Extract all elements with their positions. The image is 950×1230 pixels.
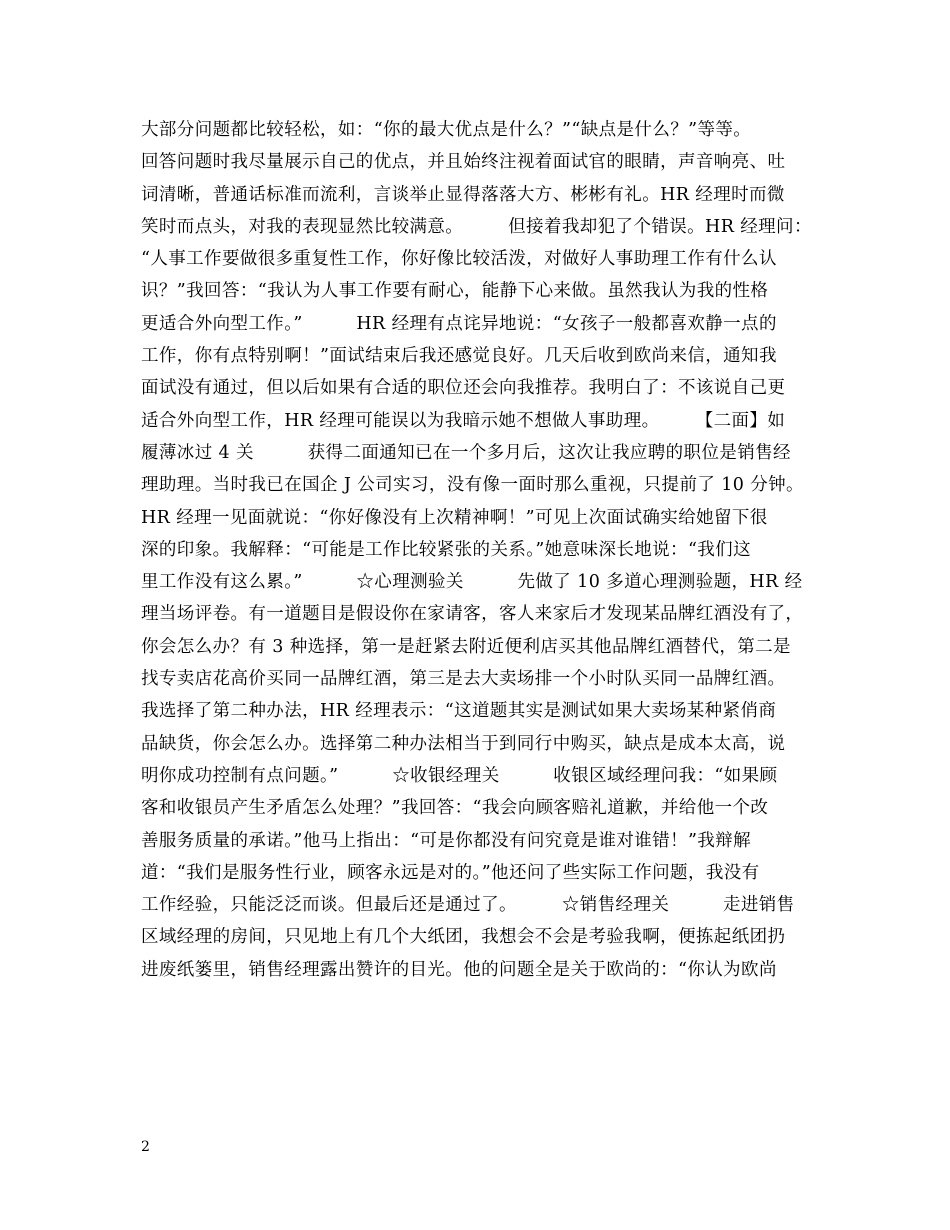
text-line: 理助理。当时我已在国企 J 公司实习，没有像一面时那么重视，只提前了 10 分钟。 [141, 475, 804, 496]
text-line: 找专卖店花高价买同一品牌红酒，第三是去大卖场排一个小时队买同一品牌红酒。 [141, 669, 786, 690]
page-number: 2 [141, 1139, 150, 1155]
text-line: 进废纸篓里，销售经理露出赞许的目光。他的问题全是关于欧尚的：“你认为欧尚 [141, 959, 777, 980]
text-line: 面试没有通过，但以后如果有合适的职位还会向我推荐。我明白了：不该说自己更 [141, 378, 786, 399]
text-line: 品缺货，你会怎么办。选择第二种办法相当于到同行中购买，缺点是成本太高，说 [141, 733, 786, 754]
text-line: 回答问题时我尽量展示自己的优点，并且始终注视着面试官的眼睛，声音响亮、吐 [141, 152, 786, 173]
text-line: 我选择了第二种办法，HR 经理表示：“这道题其实是测试如果大卖场某种紧俏商 [141, 701, 777, 722]
text-line: 大部分问题都比较轻松，如：“你的最大优点是什么？”“缺点是什么？”等等。 [141, 120, 752, 140]
text-line: 客和收银员产生矛盾怎么处理？”我回答：“我会向顾客赔礼道歉，并给他一个改 [141, 798, 769, 819]
text-line: 适合外向型工作，HR 经理可能误以为我暗示她不想做人事助理。 【二面】如 [141, 410, 786, 431]
text-line: 你会怎么办？有 3 种选择，第一是赶紧去附近便利店买其他品牌红酒替代，第二是 [141, 636, 791, 657]
text-line: 道：“我们是服务性行业，顾客永远是对的。”他还问了些实际工作问题，我没有 [141, 862, 760, 883]
text-line: HR 经理一见面就说：“你好像没有上次精神啊！”可见上次面试确实给她留下很 [141, 507, 768, 528]
text-line: 区域经理的房间，只见地上有几个大纸团，我想会不会是考验我啊，便拣起纸团扔 [141, 927, 786, 948]
text-line: 工作，你有点特别啊！”面试结束后我还感觉良好。几天后收到欧尚来信，通知我 [141, 346, 777, 367]
text-line: 明你成功控制有点问题。” ☆收银经理关 收银区域经理问我：“如果顾 [141, 765, 778, 786]
body-text [141, 114, 831, 986]
text-line: 更适合外向型工作。” HR 经理有点诧异地说：“女孩子一般都喜欢静一点的 [141, 313, 777, 334]
text-line: 深的印象。我解释：“可能是工作比较紧张的关系。”她意味深长地说：“我们这 [141, 539, 751, 560]
text-line: 善服务质量的承诺。”他马上指出：“可是你都没有问究竟是谁对谁错！”我辩解 [141, 830, 751, 851]
text-line: 笑时而点头，对我的表现显然比较满意。 但接着我却犯了个错误。HR 经理问： [141, 216, 812, 237]
text-line: “人事工作要做很多重复性工作，你好像比较活泼，对做好人事助理工作有什么认 [141, 249, 777, 270]
text-line: 履薄冰过 4 关 获得二面通知已在一个多月后，这次让我应聘的职位是销售经 [141, 442, 791, 463]
text-line: 里工作没有这么累。” ☆心理测验关 先做了 10 多道心理测验题，HR 经 [141, 572, 803, 593]
text-line: 工作经验，只能泛泛而谈。但最后还是通过了。 ☆销售经理关 走进销售 [141, 895, 795, 916]
text-line: 理当场评卷。有一道题目是假设你在家请客，客人来家后才发现某品牌红酒没有了， [141, 604, 804, 625]
text-line: 识？”我回答：“我认为人事工作要有耐心，能静下心来做。虽然我认为我的性格 [141, 281, 769, 302]
text-line: 词清晰，普通话标准而流利，言谈举止显得落落大方、彬彬有礼。HR 经理时而微 [141, 184, 785, 205]
